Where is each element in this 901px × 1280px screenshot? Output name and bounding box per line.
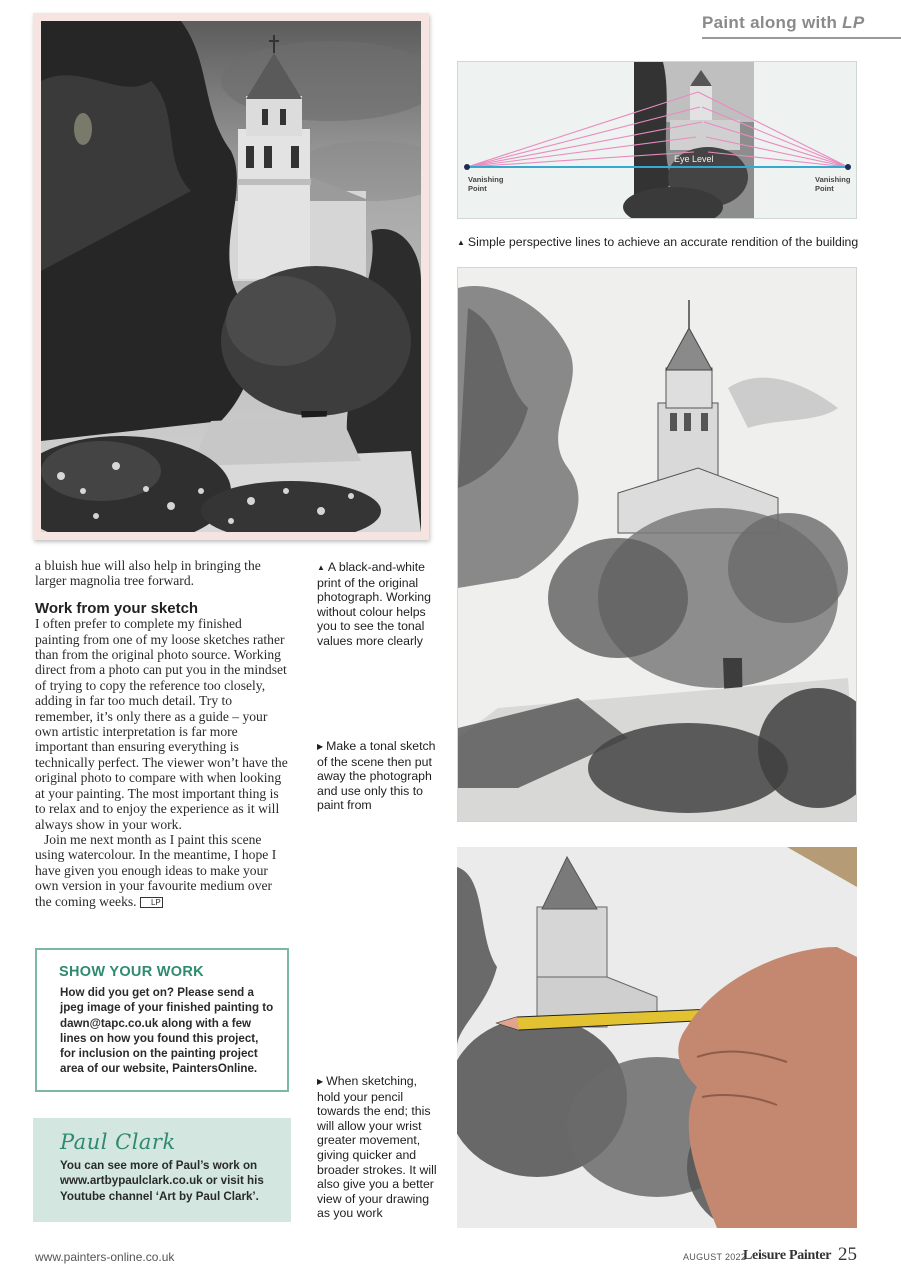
bw-photograph <box>41 21 421 532</box>
caption-sketching <box>317 1074 441 1221</box>
caption-bw-print-text: A black-and-white print of the original photograph. Working without colour helps you to see the tonal values more clearly <box>317 560 431 648</box>
end-mark-icon: LP <box>140 897 163 908</box>
article-body <box>35 558 289 909</box>
triangle-right-icon: ▶ <box>317 1077 324 1086</box>
caption-perspective <box>457 235 887 251</box>
left-vanishing-label <box>468 175 503 193</box>
hand-sketching-photo <box>457 847 857 1228</box>
tonal-sketch-art <box>458 268 857 822</box>
page-number: 25 <box>838 1244 857 1265</box>
artist-body: You can see more of Paul’s work on www.artbypaulclark.co.uk or visit his Youtube channel ‘Art by Paul Clark’. <box>60 1159 264 1203</box>
caption-tonal-sketch-text: Make a tonal sketch of the scene then put away the photograph and use only this to paint from <box>317 739 436 813</box>
artist-box <box>33 1118 291 1222</box>
right-vanishing-point-marker <box>845 164 851 170</box>
article-paragraph-2-text: Join me next month as I paint this scene using watercolour. In the meantime, I hope I have given you enough ideas to make your own version in your favourite medium over the coming weeks. <box>35 831 277 909</box>
triangle-right-icon: ▶ <box>317 742 324 751</box>
caption-tonal-sketch <box>317 739 441 813</box>
show-your-work-box <box>35 948 289 1092</box>
article-paragraph-1: I often prefer to complete my finished painting from one of my loose sketches rather than from the original photo source. Working direct from a photo can put you in the mindset of trying to copy the reference too closely, adding in far too much detail. Try to remember, it’s only there as a guide – your own artistic interpretation is far more important than ensuring everything is technically perfect. The viewer won’t have the original photo to compare with when looking at your painting. The most important thing is to relax and to enjoy the experience as it will always show in your work. <box>35 616 288 832</box>
show-your-work-body: How did you get on? Please send a jpeg image of your finished painting to dawn@tapc.co.uk along with a few lines on how you found this project, for inclusion on the painting project area of our website, PaintersOnline. <box>60 986 274 1076</box>
caption-perspective-text: Simple perspective lines to achieve an accurate rendition of the building <box>467 235 859 249</box>
caption-bw-print <box>317 560 441 649</box>
running-header <box>702 13 901 37</box>
tonal-sketch <box>457 267 857 822</box>
right-label-line1: Vanishing <box>815 175 851 184</box>
header-brand: LP <box>842 13 865 32</box>
footer-magazine: Leisure Painter <box>743 1248 832 1263</box>
article-intro: a bluish hue will also help in bringing the larger magnolia tree forward. <box>35 558 261 589</box>
triangle-up-icon: ▲ <box>317 563 325 572</box>
hand-sketching-photo-art <box>457 847 857 1228</box>
artist-name: Paul Clark <box>60 1130 176 1154</box>
eye-level-label: Eye Level <box>674 154 714 164</box>
header-prefix: Paint along with <box>702 13 843 32</box>
left-vanishing-point-marker <box>464 164 470 170</box>
header-rule <box>702 37 901 39</box>
caption-sketching-text: When sketching, hold your pencil towards the end; this will allow your wrist greater movement, giving quicker and broader strokes. It will also give you a better view of your drawing as you work <box>317 1074 437 1221</box>
show-your-work-title: SHOW YOUR WORK <box>59 964 204 980</box>
left-label-line1: Vanishing <box>468 175 504 184</box>
right-label-line2: Point <box>815 184 834 193</box>
right-vanishing-label <box>815 175 850 193</box>
perspective-diagram-art <box>458 62 857 219</box>
footer-date: AUGUST 2022 <box>683 1252 747 1262</box>
bw-photograph-art <box>41 21 421 532</box>
triangle-up-icon: ▲ <box>457 238 465 247</box>
article-paragraph-2 <box>35 832 289 909</box>
perspective-diagram <box>457 61 857 219</box>
article-subheading: Work from your sketch <box>35 599 199 617</box>
footer-url: www.painters-online.co.uk <box>35 1250 175 1264</box>
left-label-line2: Point <box>468 184 487 193</box>
